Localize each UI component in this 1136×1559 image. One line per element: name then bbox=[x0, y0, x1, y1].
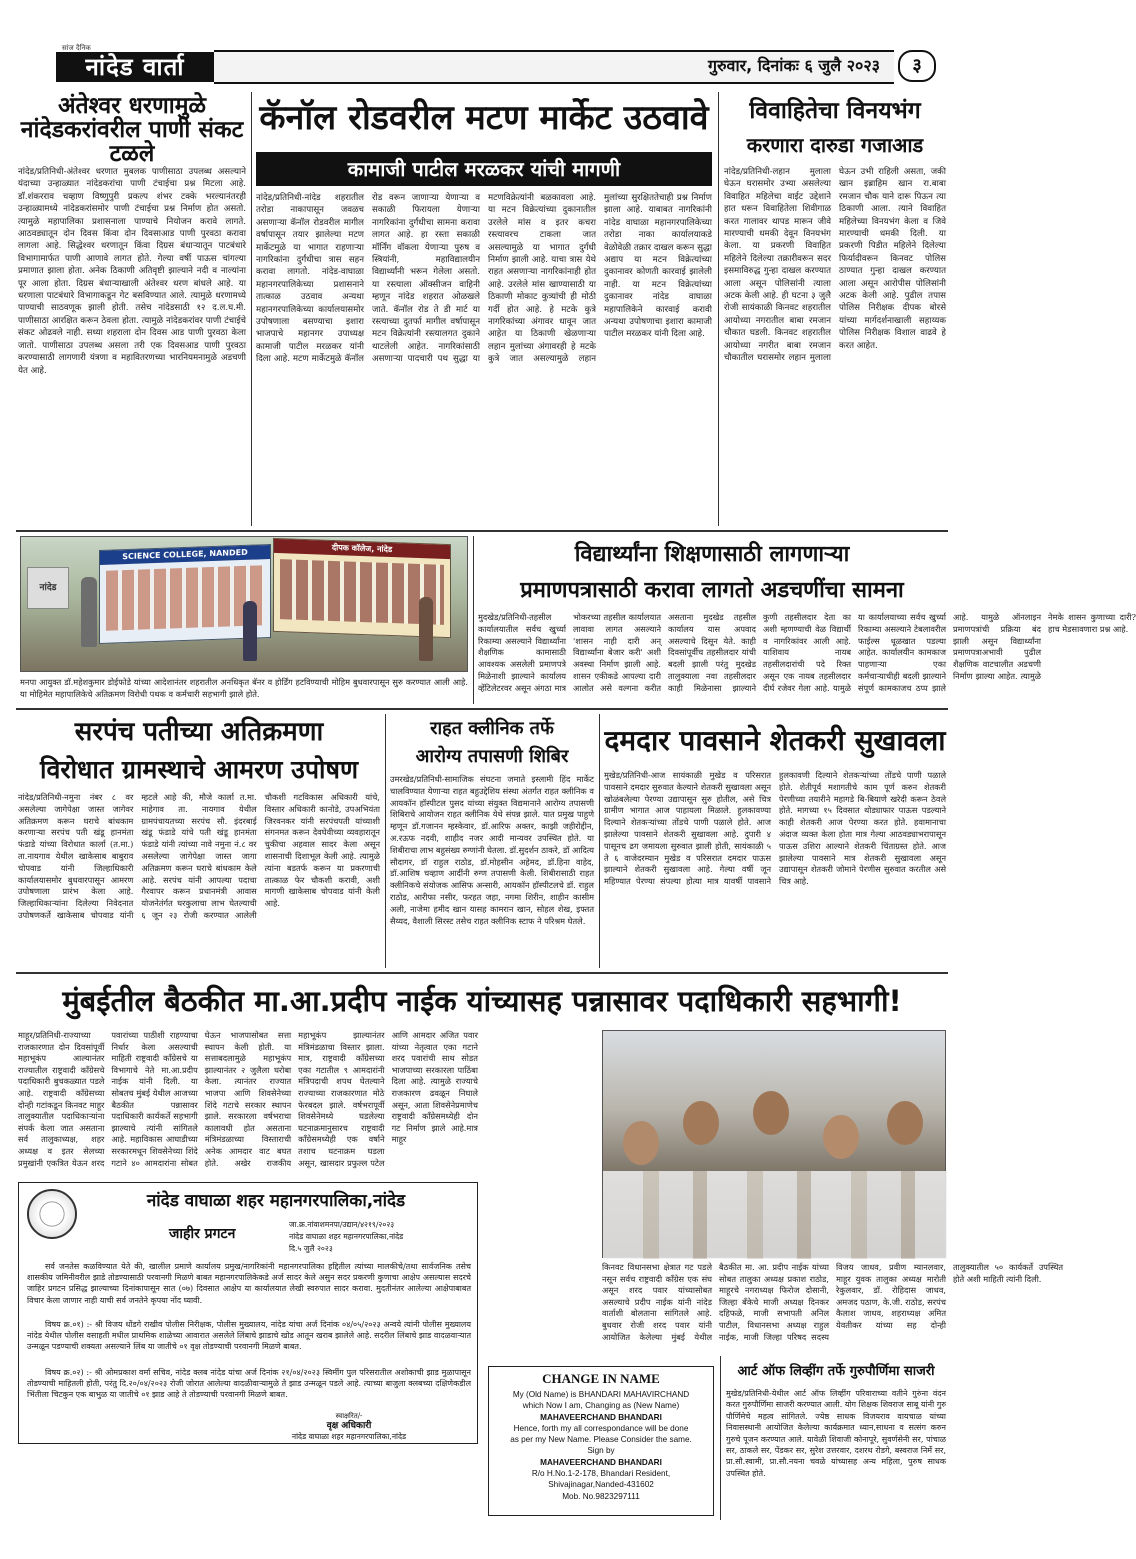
shop-sign: नांदेड bbox=[27, 567, 69, 609]
headline-rain: दमदार पावसाने शेतकरी सुखावला bbox=[604, 724, 946, 757]
article-molestation-body: नांदेड/प्रतिनिधी-लहान मुलाला घेऊन घरासमोर उभ्या असलेल्या विवाहित महिलेचा वाईट उद्देशाने हात धरून विवाहितेला शिवीगाळ करत गालावर थापड मारून जीवे मारण्याची धमकी देवून विनयभंग केला. या प्रकरणी विवाहित महिलेने दिलेल्या तक्रारीवरून सदर इसमाविरुद्ध गुन्हा दाखल करण्यात आला असून पोलिसांनी त्याला अटक केली आहे. ही घटना ३ जुलै रोजी सायंकाळी किनवट शहरातील आयोध्या नगरातील बाबा रमजान चौकात घडली. किनवट शहरातील आयोध्या नगरीत बाबा रमजान चौकातील घरासमोर लहान मुलाला घेऊन उभी राहिली असता, जकी खान इब्राहिम खान रा.बाबा रमजान चौक याने दारू पिऊन त्या ठिकाणी आला. त्याने विवाहित महिलेच्या विनयभंग केला व जिवे मारण्याची धमकी दिली. या प्रकरणी पिडीत महिलेने दिलेल्या फिर्यादीवरून किनवट पोलिस ठाण्यात गुन्हा दाखल करण्यात आला असून आरोपीस पोलिसांनी अटक केली आहे. पुढील तपास पोलिस निरीक्षक दीपक बोरसे यांच्या मार्गदर्शनाखाली सहाय्यक पोलिस निरीक्षक विशाल वाढवे हे करत आहेत. bbox=[724, 167, 946, 364]
name-change-line-8: R/o H.No.1-2-178, Bhandari Resident, bbox=[531, 1469, 671, 1479]
worker-figure-3 bbox=[419, 597, 433, 661]
article-rain-body: मुखेड/प्रतिनिधी-आज सायंकाळी मुखेड व परिसरात पावसाने दमदार सुरुवात केल्याने शेतकरी सुखावला असून खोळंबलेल्या पेरण्या उद्यापासून सुरु होतील, असे चित्र ग्रामीण भागात आज पाहायला मिळाले. हुलकावण्या दिल्याने शेतकऱ्यांच्या तोंडचे पाणी पळाले होते. आज झालेल्या पावसाने शेतकरी सुखावला आहे. दुपारी ४ पासूनच ढग जमायला सुरुवात झाली होती, सायंकाळी ५ ते ६ वाजेदरम्यान मुखेड व परिसरात दमदार पाऊस झाल्याने शेतकरी सुखावला आहे. गेल्या वर्षी जून महिण्यात पेरण्या संपल्या होत्या मात्र यावर्षी पावसाने हुलकावणी दिल्याने शेतकऱ्यांच्या तोंडचे पाणी पळाले होते. शेतीपूर्व मशागतीचे काम पूर्ण करुन शेतकरी पेरणीच्या तयारीने महागडे बि-बियाणे खरेदी करून ठेवले होते. मागच्या १५ दिवसात थोड्याफार पाऊस पडल्याने काही शेतकरी आज पेरण्या करत होते. हवामानाचा अंदाज व्यक्त केला होता मात्र गेल्या आठवड्याभरापासून पाऊस उशिरा आल्याने शेतकरी चिंताग्रस्त होते. आज झालेल्या पावसाने मात्र शेतकरी सुखावला असून उद्यापासून शेतकरी जोमाने पेरणीस सुरुवात करतील असे चित्र आहे. bbox=[604, 770, 946, 887]
headline-mutton-market: कॅनॉल रोडवरील मटण मार्केट उठवावे bbox=[259, 98, 709, 138]
article-mumbai-body-cont bbox=[484, 1030, 596, 1348]
banner-removal-photo bbox=[20, 536, 468, 672]
name-change-title: CHANGE IN NAME bbox=[542, 1371, 660, 1386]
name-change-line-1: My (Old Name) is BHANDARI MAHAVIRCHAND bbox=[512, 1390, 690, 1399]
article-guru-purnima-body: मुखेड/प्रतिनिधी-येथील आर्ट ऑफ लिव्हींग परिवाराच्या वतीने गुरुंना वंदन करत गुरुपौर्णिमा साजरी करण्यात आली. योग शिक्षक शिवराज साबू यांनी गुरु पौर्णिमेचे महत्व सांगितले. ज्येष्ठ साधक विजयराव वायचाळ यांच्या निवासस्थानी आयोजित केलेल्या कार्यक्रमात ध्यान,साधना व सत्संग करुन गुरुचे पूजन करण्यात आले. यावेळी शिवाजी कोनापूरे, सुवर्णसेनी सर, पांचाळ सर, ठाकले सर, पेंडकर सर, सुरेश उत्तरवार, दशरथ रोडगे, बस्वराज निर्मे सर, प्रा.सौ.स्वामी, प्रा.सौ.नयना चवळे यांच्यासह अन्य महिला, पुरुष साधक उपस्थित होते. bbox=[726, 1389, 946, 1478]
name-change-line-6: Sign by bbox=[587, 1446, 615, 1456]
name-change-line-10: Mob. No.9823297111 bbox=[562, 1491, 640, 1501]
newspaper-logo: नांदेड वार्ता bbox=[56, 52, 214, 82]
name-change-line-5: as per my New Name. Please Consider the same. bbox=[510, 1435, 692, 1445]
ad-sign-name: वृक्ष अधिकारी bbox=[326, 1421, 372, 1431]
ad-paragraph-2: विषय क्र.०१) :- श्री विजय धोंडगे राखीव पोलीस निरीक्षक, पोलीस मुख्यालय, नांदेड यांचा अर्ज दिनांक ०४/०५/२०२३ अन्वये त्यांनी पोलीस मुख्यालय नांदेड येथील पोलीस वसाहती मधील प्राथमिक शाळेच्या आवारात असलेले लिंबाचे झाडाचे खोड आतून खराब झालेले आहे. सदरील लिंबाचे झाड वादळवाऱ्यात उन्मळून पडण्याची शक्यता असल्याने लिंब या जातीचे ०१ वृक्ष तोडण्याची परवानगी मिळणे बाबत. bbox=[27, 1320, 471, 1352]
article-mumbai-body: माहूर/प्रतिनिधी-राज्याच्या राजकारणात दोन दिवसांपूर्वी महाभूकंप आल्यानंतर राज्यातील राष्ट्रवादी काँग्रेसचे पदाधिकारी बुचकळ्यात पडले आहे. राष्ट्रवादी काँग्रेसच्या दोन्ही गटांकडून किनवट माहूर तालुक्यातील पदाधिकाऱ्यांना संपर्क केला जात असताना सर्व तालुकाध्यक्ष, शहर अध्यक्ष व इतर सेलच्या प्रमुखांनी एकत्रित येऊन शरद पवारांच्या पाठीशी राहण्याचा निर्धार केला असल्याची माहिती राष्ट्रवादी काँग्रेसचे या विभागाचे नेते मा.आ.प्रदीप नाईक यांनी दिली. या सोबतच मुंबई येथील आजच्या बैठकीत पन्नासावर पदाधिकारी कार्यकर्ते सहभागी झाल्याचे त्यांनी सांगितले आहे. महाविकास आघाडीच्या सरकारमधून शिवसेनेच्या शिंदे गटाने ४० आमदारांना सोबत घेऊन भाजपासोबत सत्ता स्थापन केली होती. या सत्ताबदलामुळे महाभूकंप झाल्यानंतर २ जुलैला घरोबा केला. त्यानंतर राज्यात भाजपा आणि शिवसेनेच्या शिंदे गटाचे सरकार स्थापन झाले. सरकारला वर्षभराचा कालावधी होत असताना मंत्रिमंडळाच्या विस्ताराची अनेक आमदार वाट बघत होते. अखेर राजकीय महाभूकंप झाल्यानंतर मंत्रिमंडळाचा विस्तार झाला. मात्र, राष्ट्रवादी काँग्रेसच्या एका गटातील ९ आमदारांनी मंत्रिपदाची शपथ घेतल्याने राज्याच्या राजकारणात मोठे फेरबदल झाले. वर्षभरापूर्वी शिवसेनेमध्ये घडलेल्या घटनाक्रमानुसारच राष्ट्रवादी काँग्रेसमध्येही एक वर्षाने तशाच घटनाक्रम घडला असून, खासदार प्रफुल्ल पटेल आणि आमदार अजित पवार यांच्या नेतृत्वात एका गटाने शरद पवारांची साथ सोडत भाजपाच्या सरकारला पाठिंबा दिला आहे. त्यामुळे राज्याचे राजकारण ढवळून निघाले असून, आता शिवसेनेप्रमाणेच राष्ट्रवादी काँग्रेसमध्येही दोन गट निर्माण झाले आहे.मात्र माहूर bbox=[18, 1030, 478, 1168]
headline-dam: अंतेश्वर धरणामुळे नांदेडकरांवरील पाणी संकट टळले bbox=[20, 93, 244, 168]
name-change-line-4: Hence, forth my all correspondance will be done bbox=[513, 1423, 689, 1433]
article-hunger-strike-body: नांदेड/प्रतिनिधी-नमुना नंबर ८ वर असलेल्या जागेपेक्षा जास्त जागेवर अतिक्रमण करून घराचे बांधकाम करणाऱ्या सरपंच पती खंडू हानमंता फंडाडे यांच्या विरोधात कार्ला (त.मा.) ता.नायगाव येथील खाकेसाब बाबुराव चोपवाड यांनी जिल्हाधिकारी कार्यालयासमोर बुधवारपासून आमरण उपोषणाला प्रारंभ केला आहे. जिल्हाधिकाऱ्यांना दिलेल्या निवेदनात उपोषणकर्ते खाकेसाब चोपवाड यांनी म्हटले आहे की, मौजे कार्ला त.मा. माहेगाव ता. नायगाव येथील ग्रामपंचायतच्या सरपंच सौ. इंदरबाई खंडू फंडाडे यांचे पती खंडू हानमंता फंडाडे यांनी त्यांच्या नावे नमुना नं.८ वर असलेल्या जागेपेक्षा जास्त जागा अतिक्रमण करून घराचे बांधकाम केले आहे. सरपंच यांनी आपल्या पदाचा गैरवापर करून प्रधानमंत्री आवास योजनेतंर्गत घरकुलाचा लाभ घेतल्याची ६ जून २३ रोजी करण्यात आलेली चौकशी गटविकास अधिकारी यांचे, विस्तार अधिकारी कानोडे, उपअभियंता जिरवनकर यांनी सरपंचपती यांच्याशी संगनमत करून देवघेवीच्या व्यवहारातून चुकीचा अहवाल सादर केला असून शासनाची दिशाभूल केली आहे. त्यामुळे त्यांना बडतर्फ करून या प्रकरणाची तात्काळ फेर चौकशी करावी, अशी मागणी खाकेसाब चोपवाड यांनी केली आहे. bbox=[18, 792, 380, 920]
headline-molestation: विवाहितेचा विनयभंग bbox=[749, 98, 921, 124]
headline-health-camp: राहत क्लीनिक तर्फे bbox=[430, 718, 554, 739]
page-number: ३ bbox=[898, 50, 936, 82]
college-banner-2-title: दीपक कॉलेज, नांदेड bbox=[274, 539, 450, 559]
masthead-small-label: सांज दैनिक bbox=[62, 44, 91, 52]
subhead-molestation: करणारा दारुडा गजाआड bbox=[746, 133, 924, 157]
municipal-emblem bbox=[27, 1189, 77, 1239]
ad-title: नांदेड वाघाळा शहर महानगरपालिका,नांदेड bbox=[146, 1191, 406, 1211]
headline-guru-purnima: आर्ट ऑफ लिव्हींग तर्फे गुरुपौर्णिमा साजरी bbox=[737, 1364, 935, 1379]
ad-sign-org: नांदेड वाघाळा शहर महानगरपालिका,नांदेड bbox=[291, 1432, 407, 1441]
name-change-notice bbox=[488, 1366, 714, 1516]
headline-students-certificate: विद्यार्थ्यांना शिक्षणासाठी लागणाऱ्या bbox=[574, 542, 850, 567]
ad-ref-org: नांदेड वाघाळा शहर महानगरपालिका,नांदेड bbox=[289, 1232, 404, 1241]
issue-date: गुरुवार, दिनांकः ६ जुलै २०२३ bbox=[707, 56, 880, 75]
headline-hunger-strike: सरपंच पतीच्या अतिक्रमणा bbox=[74, 717, 324, 747]
article-dam-body: नांदेड/प्रतिनिधी-अंतेश्वर धरणात मुबलक पाणीसाठा उपलब्ध असल्याने यंदाच्या उन्हाळ्यात नांदेडकरांचा पाणी टंचाईचा प्रश्न मिटला आहे. डॉ.शंकरराव चव्हाण विष्णुपुरी प्रकल्प शंभर टक्के भरल्यानंतरही उन्हाळ्यामध्ये नांदेडकरांसमोर पाणी टंचाईचा प्रश्न निर्माण होत असतो. त्यामुळे महापालिका प्रशासनाला पाण्याचे नियोजन करावे लागते. आठवड्यातून दोन दिवस किंवा दोन दिवसाआड पाणी पुरवठा करावा लागला आहे. सिद्धेश्वर धरणातून किंवा दिग्रस बंधाऱ्यातून पाटबंधारे विभागामार्फत पाणी आणावे लागत होते. गेल्या वर्षी पाऊस चांगल्या प्रमाणात झाला होता. अनेक ठिकाणी अतिवृष्टी झाल्याने नदी व नाल्यांना पूर आला होता. दिग्रस बंधाऱ्याखाली अंतेश्वर धरण बांधले आहे. या धरणाला पाटबंधारे विभागाकडून गेट बसविण्यात आले. त्यामुळे धरणामध्ये पाण्याची साठवणूक झाली होती. तसेच नांदेडसाठी १२ द.ल.घ.मी. पाणीसाठा आरक्षित करून ठेवला होता. त्यामुळे नांदेडकरांवर पाणी टंचाईचे संकट ओढवले नाही. सध्या शहराला दोन दिवस आड पाणी पुरवठा केला जातो. पाणीसाठा उपलब्ध असला तरी एक दिवसआड पाणी पुरवठा करण्यासाठी लागणारी यंत्रणा व महावितरणच्या भारनियमनामुळे अडचणी येत आहे. bbox=[18, 167, 246, 376]
masthead bbox=[0, 0, 964, 90]
name-change-line-9: Shivajinagar,Nanded-431602 bbox=[548, 1480, 654, 1490]
name-change-line-2: which Now I am, Changing as (New Name) bbox=[522, 1401, 680, 1411]
ad-ref-number: जा.क्र.नांवाशमनपा/उद्यान/४२१९/२०२३ bbox=[289, 1220, 395, 1229]
article-mumbai-photo-body: किनवट विधानसभा क्षेत्रात गट पडले नसून सर्वच राष्ट्रवादी काँग्रेस एक संघ असून शरद पवार यांच्यासोबत असल्याचे प्रदीप नाईक यांनी नांदेड वार्ताशी बोलताना सांगितले आहे. बुधवार रोजी शरद पवार यांनी आयोजित केलेल्या मुंबई येथील बैठकीत मा. आ. प्रदीप नाईक यांच्या सोबत तालुका अध्यक्ष प्रकाश राठोड, माहूरचे नगराध्यक्ष फिरोज दोसानी, जिल्हा बँकेचे माजी अध्यक्ष दिनकर दहिफळे, माजी सभापती अनिल पाटील, विधानसभा अध्यक्ष राहुल नाईक, माजी जिल्हा परिषद सदस्य विजय जाधव, प्रवीण म्यानलवार, माहूर युवक तालुका अध्यक्ष मारोती रेकुलवार, डॉ. रोहिदास जाधव, अमजद पठाण, के.जी. राठोड, सरपंच कैलाश जाधव, शहराध्यक्ष अमित येवतीकर यांच्या सह दोन्ही तालुक्यातील ५० कार्यकर्ते उपस्थित होते अशी माहिती त्यांनी दिली. bbox=[602, 1262, 1063, 1342]
subhead-hunger-strike: विरोधात ग्रामस्थाचे आमरण उपोषण bbox=[39, 755, 359, 784]
subhead-health-camp: आरोग्य तपासणी शिबिर bbox=[415, 746, 569, 767]
ad-paragraph-1: सर्व जनतेस कळविण्यात येते की, खालील प्रमाणे कार्यालय प्रमुख/नागरिकांनी महानगरपालिका हद्दितील त्यांच्या मालकीचे/तथा सार्वजनिक तसेच शासकीय जमिनीवरील झाडे तोडण्यासाठी परवानगी मिळणे बाबत महानगरपालिकेकडे अर्ज सादर केले असुन सदर प्रकरणी कुणाचा आक्षेप असल्यास सदरचे जाहिर प्रगटन प्रसिद्ध झाल्याच्या दिनांकापासून सात (०७) दिवसात आक्षेप या कार्यालयात लेखी स्वरुपात सादर करावा. मुदतीनंतर आलेल्या आक्षेपाबाबत विचार केला जाणार नाही याची सर्व जनतेने कृपया नोंद घ्यावी. bbox=[27, 1262, 471, 1305]
municipal-notice-ad bbox=[18, 1182, 478, 1444]
ad-label: जाहीर प्रगटन bbox=[169, 1226, 236, 1242]
subhead-mutton-market: कामाजी पाटील मरळकर यांची मागणी bbox=[256, 152, 712, 186]
college-banner-1-title: SCIENCE COLLEGE, NANDED bbox=[100, 545, 270, 565]
headline-mumbai-meeting: मुंबईतील बैठकीत मा.आ.प्रदीप नाईक यांच्यासह पन्नासावर पदाधिकारी सहभागी! bbox=[62, 984, 902, 1018]
name-change-line-3: MAHAVEERCHAND BHANDARI bbox=[540, 1412, 662, 1422]
ad-ref-date: दि.५ जुलै २०२३ bbox=[289, 1244, 333, 1253]
article-students-body: मुदखेड/प्रतिनिधी-तहसील कार्यालयातील सर्वच खुर्च्या रिकाम्या असल्याने विद्यार्थ्यांना शैक्षणिक कामासाठी आवश्यक असलेली प्रमाणपत्रे मिळेनाशी झाल्याने कार्यालय व्हेंटिलेटरवर असून अंगठा मात्र भोकरच्या तहसील कार्यालयात लावावा लागत असल्याने 'शासन नाही दारी अन् विद्यार्थ्यांना बेजार करी' अशी अवस्था निर्माण झाली आहे. शासन एकीकडे आपल्या दारी आलोत असे वल्गना करीत असताना मुदखेड तहसील कार्यालय यास अपवाद असल्याचे दिसून येते. काही दिवसांपूर्वीच तहसीलदार यांची बदली झाली परंतु मुदखेड तालुक्याला नवा तहसीलदार काही मिळेनासा झाल्याने कुणी तहसीलदार देता का अशी म्हणण्याची वेळ विद्यार्थी व नागरिकांवर आली आहे. याशिवाय नायब तहसीलदारांची पदे रिक्त असून एक नायब तहसीलदार दीर्घ रजेवर गेला आहे. यामुळे या कार्यालयाच्या सर्वच खुर्च्या रिकाम्या असल्याने टेबलावरील फाईल्स धूळखात पडल्या आहेत. कार्यालयीन कामकाज पाहणाऱ्या एका कर्मचाऱ्याचीही बदली झाल्याने संपूर्ण कामकाजच ठप्प झाले आहे. यामुळे ऑनलाइन प्रमाणपत्रांची प्रक्रिया बंद झाली असून विद्यार्थ्यांना प्रमाणपत्राअभावी पुढील शैक्षणिक वाटचालीत अडचणी निर्माण झाल्या आहेत. त्यामुळे नेमके शासन कुणाच्या दारी? हाच मेडसावणारा प्रश्न आहे. bbox=[478, 612, 1136, 693]
worker-figure-1 bbox=[81, 577, 97, 647]
photo-caption: मनपा आयुक्त डॉ.महेशकुमार डोईफोडे यांच्या आदेशानंतर शहरातील अनधिकृत बॅनर व होर्डिंग हटविण्याची मोहिम बुधवारपासून सुरु करण्यात आली आहे. या मोहिमेत महापालिकेचे अतिक्रमण विरोधी पथक व कर्मचारी सहभागी झाले होते. bbox=[20, 677, 468, 700]
subhead-students-certificate: प्रमाणपत्रासाठी करावा लागतो अडचणींचा सामना bbox=[520, 578, 904, 603]
meeting-crowd-photo bbox=[602, 1030, 946, 1258]
name-change-line-7: MAHAVEERCHAND BHANDARI bbox=[540, 1457, 662, 1467]
article-mutton-body: नांदेड/प्रतिनिधी-नांदेड शहरातील तरोडा नाकापासून जवळच असणाऱ्या कॅनॉल रोडवरील मागील वर्षापासून तयार झालेल्या मटण मार्केटमुळे या भागात राहणाऱ्या नागरिकांना दुर्गंधीचा त्रास सहन करावा लागतो. नांदेड-वाघाळा महानगरपालिकेच्या प्रशासनाने तात्काळ उठवाव अन्यथा महानगरपालिकेच्या कार्यालयासमोर उपोषणाला बसण्याचा इशारा भाजपाचे महानगर उपाध्यक्ष कामाजी पाटील मरळकर यांनी दिला आहे. मटण मार्केटमुळे कॅनॉल रोड वरून जाणाऱ्या येणाऱ्या व सकाळी फिरायला येणाऱ्या नागरिकांना दुर्गंधीचा सामना करावा लागत आहे. हा रस्ता सकाळी मॉर्निंग वॉकला येणाऱ्या पुरुष व स्त्रियांनी, महाविद्यालयीन विद्यार्थ्यांनी भरून गेलेला असतो. या रस्त्याला ऑक्सीजन वाहिनी म्हणून नांदेड शहरात ओळखले जाते. कॅनॉल रोड ते डी मार्ट या रस्त्याच्या दुतर्फा मागील वर्षापासून मटन विक्रेत्यांनी रस्त्यालगत दुकाने थाटलेली आहेत. नागरिकांसाठी असणाऱ्या पादचारी पथ सुद्धा या मटणविक्रेत्यांनी बळकावला आहे. या मटन विक्रेत्यांच्या दुकानातील उरलेले मांस व इतर कचरा रस्त्यावरच टाकला जात असल्यामुळे या भागात दुर्गंधी निर्माण झाली आहे. याचा त्रास येथे राहत असणाऱ्या नागरिकांनाही होत आहे. उरलेले मांस खाण्यासाठी या ठिकाणी मोकाट कुत्र्यांची ही मोठी गर्दी होत आहे. हे मटके कुत्रे नागरिकांच्या अंगावर धावून जात आहेत या ठिकाणी खेळणाऱ्या लहान मुलांच्या अंगावरही हे मटके कुत्रे जात असल्यामुळे लहान मुलांच्या सुरक्षिततेचाही प्रश्न निर्माण झाला आहे. याबाबत नागरिकांनी नांदेड वाघाळा महानगरपालिकेच्या तरोडा नाका कार्यालयाकडे वेळोवेळी तक्रार दाखल करून सुद्धा अद्याप या मटन विक्रेत्यांच्या दुकानावर कोणती कारवाई झालेली नाही. या मटन विक्रेत्यांच्या दुकानावर नांदेड वाघाळा महापालिकेने कारवाई करावी अन्यथा उपोषणाचा इशारा कामाजी पाटील मरळकर यांनी दिला आहे. bbox=[256, 193, 712, 365]
ad-paragraph-3: विषय क्र.०२) :- श्री ओमप्रकाश वर्मा सचिव, नांदेड क्लब नांदेड यांचा अर्ज दिनांक २१/०४/२०२३ स्विमींग पुल परिसरातील अशोकाची झाड मुळापासून तोडण्याची माहितली होती, परंतु दि.२०/०४/२०२३ रोजी जोरात आलेल्या वादळीवाऱ्यामुळे ते झाड उन्मळून पडले आहे. त्याच्या बाजुला क्लबच्या दक्षिणेकडील भिंतीला चिटकुन एक बाभुळ या जातीचे ०१ झाड आहे ते तोडण्याची परवानगी मिळणे बाबत. bbox=[27, 1368, 471, 1400]
worker-figure-2 bbox=[243, 601, 257, 661]
article-health-camp-body: उमरखेड/प्रतिनिधी-सामाजिक संघटना जमाते इस्लामी हिंद मार्केट चालविण्यात येणाऱ्या राहत बहुउद्देशिय संस्था अंतर्गत राहत क्लीनिक व आयकॉन हॉस्पीटल पुसद यांच्या संयुक्त विद्यमानाने आरोग्य तपासणी शिबिराचे आयोजन राहत क्लीनिक येथे संपन्न झाले. यात प्रमुख पाहुणे म्हणून डॉ.गजानन म्हस्केवार, डॉ.आरिफ अक्तर, काझी जहीरोद्दीन, अ.रऊफ नदवी, शाहीद नजर आदी मान्यवर उपस्थित होते. या शिबीराचा लाभ बहुसंख्य रुग्णांनी घेतला. डॉ.सुदर्शन ठाकरे, डॉ आदित्य सौदागर, डॉ राहुल राठोड, डॉ.मोहसीन अहेमद, डॉ.हिना वाहेद, डॉ.आशिष चव्हाण आदींनी रुग्ण तपासणी केली. शिबीरासाठी राहत क्लीनिकचे संयोजक आसिफ अन्सारी, आयकॉन हॉस्पीटलचे डॉ. राहुल राठोड, आरीफा नसीर, फरहत जहा, नगमा शिरीन, शाहीन कासीम अली, नाजेमा हमीद खान यासह कामरान खान, सोहल शेख, इफ्तत सैय्यद, वैशाली सिरस्ट तसेच राहत क्लीनिक स्टाफ ने परिश्रम घेतले. bbox=[390, 774, 594, 926]
ad-sign-label: स्वाक्षरित/- bbox=[335, 1412, 363, 1420]
